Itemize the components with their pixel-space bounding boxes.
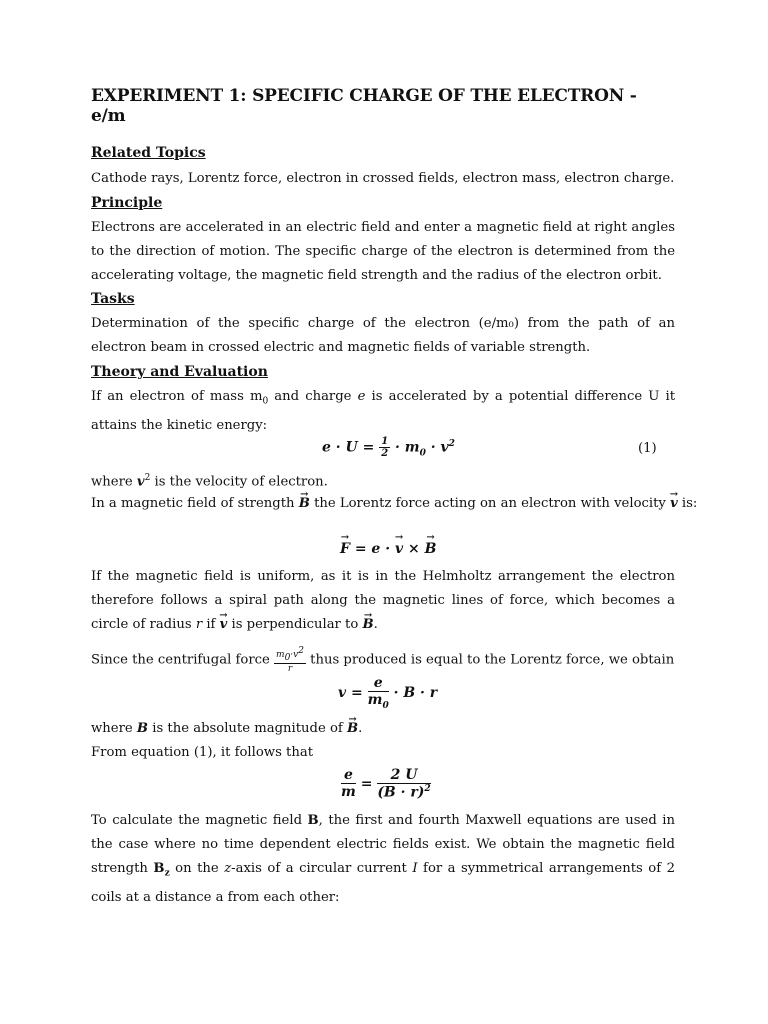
equation-velocity: v = $\frac{e}{m_0}$ · B · r [338,675,438,711]
principle-text: Electrons are accelerated in an electric field and enter a magnetic field at right angles to the direction of motion. The specific charge of the electron is determined from the accelerating voltage, the magnetic field strength and the radius of the electron orbit. [91,220,675,283]
from-equation-text: From equation (1), it follows that [91,745,314,760]
uniform-field-text: If the magnetic field is uniform, as it is in the Helmholtz arrangement the electron therefore follows a spiral path along the magnetic lines of force, which becomes a circle of radius r if → v is perpendicular to → B. [91,565,675,637]
heading-theory: Theory and Evaluation [91,364,268,380]
centrifugal-text: Since the centrifugal force $\frac{m_0\cdot v^2}{r}$ thus produced is equal to the Lorentz force, we obtain [91,646,675,674]
equation-1: e · U = $\frac{1}{2}$ · $m_0 \cdot v^2$ [322,436,455,459]
equation-lorentz: → F = e · → v × → B [340,541,436,557]
equation-1-number: (1) [638,441,657,456]
lorentz-text: In a magnetic field of strength → B the Lorentz force acting on an electron with velocity → v is: [91,492,675,516]
maxwell-text: To calculate the magnetic field B, the first and fourth Maxwell equations are used in the case where no time dependent electric fields exist. We obtain the magnetic field strength $B_z$ on the z-axis of a circular current I for a symmetrical arrangements of 2 coils at a distance a from each other: [91,813,675,905]
related-topics-text: Cathode rays, Lorentz force, electron in crossed fields, electron mass, electron charge. [91,171,675,186]
heading-principle: Principle [91,195,163,211]
where-v-text: where $v^2$ is the velocity of electron. [91,473,328,490]
where-b-text: where B is the absolute magnitude of → B. [91,717,675,741]
theory-intro: If an electron of mass $m_0$ and charge e is accelerated by a potential difference U it attains the kinetic energy: [91,389,675,433]
heading-related-topics: Related Topics [91,145,206,161]
equation-specific-charge: $\frac{e}{m}$ = $\frac{2 U}{(B \cdot r)^2}$ [341,767,431,801]
heading-tasks: Tasks [91,291,135,307]
page-title: EXPERIMENT 1: SPECIFIC CHARGE OF THE ELECTRON - e/m [91,86,637,126]
tasks-text: Determination of the specific charge of the electron (e/m₀) from the path of an electron beam in crossed electric and magnetic fields of variable strength. [91,316,675,355]
